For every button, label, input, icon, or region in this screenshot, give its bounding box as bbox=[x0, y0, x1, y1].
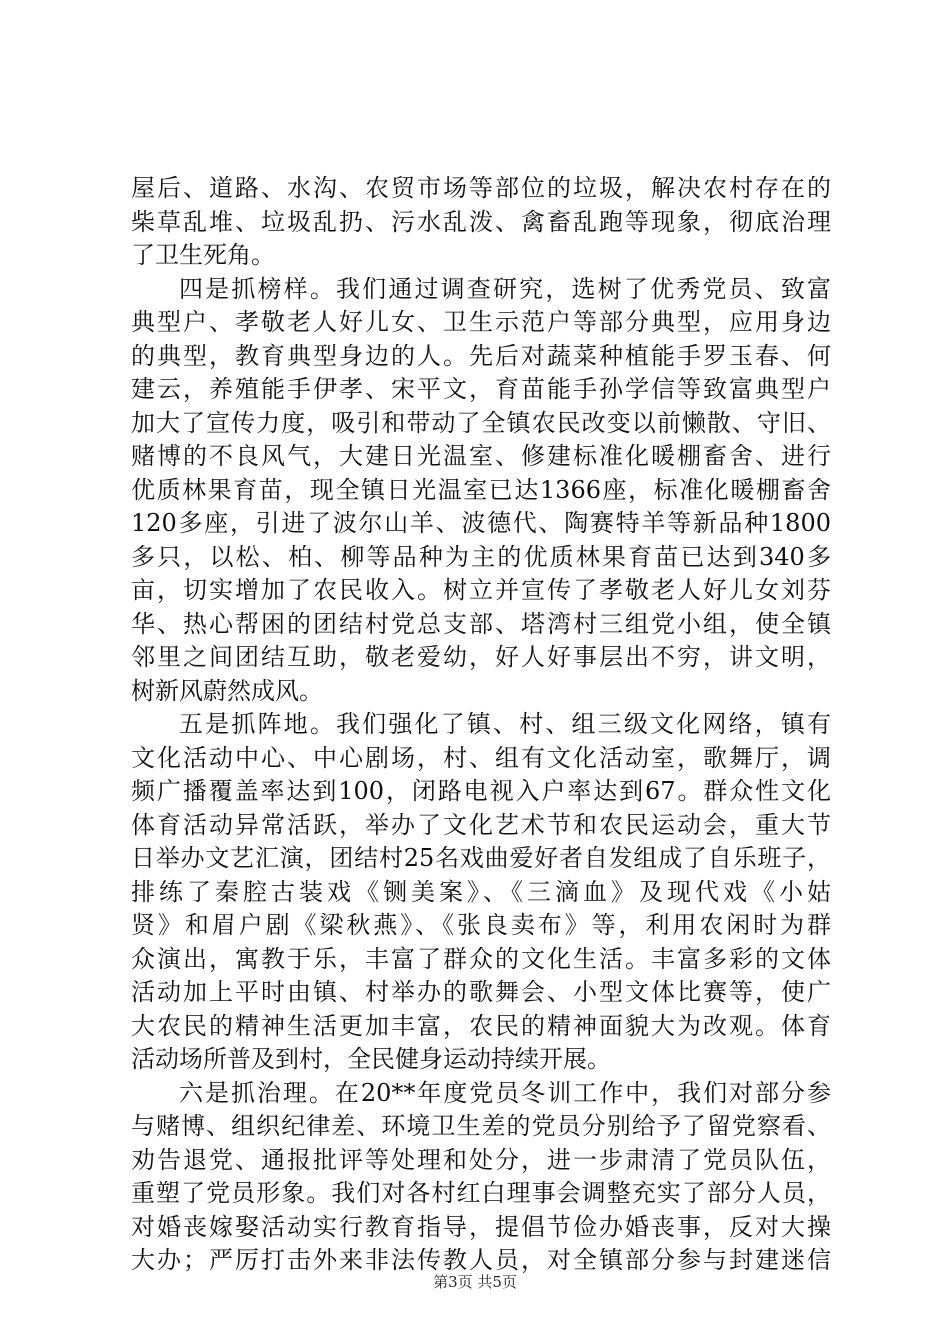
text-line: 劝告退党、通报批评等处理和处分，进一步肃清了党员队伍， bbox=[131, 1145, 831, 1174]
text-line: 大办；严厉打击外来非法传教人员，对全镇部分参与封建迷信 bbox=[131, 1246, 831, 1274]
text-line: 多只，以松、柏、柳等品种为主的优质林果育苗已达到340多 bbox=[131, 542, 831, 571]
text-line: 加大了宣传力度，吸引和带动了全镇农民改变以前懒散、守旧、 bbox=[131, 408, 831, 437]
text-line: 柴草乱堆、垃圾乱扔、污水乱泼、禽畜乱跑等现象，彻底治理 bbox=[131, 207, 831, 236]
text-line: 众演出，寓教于乐，丰富了群众的文化生活。丰富多彩的文体 bbox=[131, 944, 831, 973]
text-line: 120多座，引进了波尔山羊、波德代、陶赛特羊等新品种1800 bbox=[131, 509, 831, 537]
text-line: 屋后、道路、水沟、农贸市场等部位的垃圾，解决农村存在的 bbox=[131, 174, 831, 202]
text-line: 日举办文艺汇演，团结村25名戏曲爱好者自发组成了自乐班子， bbox=[131, 844, 831, 872]
document-body bbox=[131, 172, 831, 1278]
text-line: 建云，养殖能手伊孝、宋平文，育苗能手孙学信等致富典型户 bbox=[131, 375, 831, 403]
text-line: 重塑了党员形象。我们对各村红白理事会调整充实了部分人员， bbox=[131, 1179, 831, 1207]
text-line: 树新风蔚然成风。 bbox=[131, 676, 323, 705]
paragraph-start-line: 六是抓治理。在20**年度党员冬训工作中，我们对部分参 bbox=[179, 1078, 831, 1107]
text-line: 与赌博、组织纪律差、环境卫生差的党员分别给予了留党察看、 bbox=[131, 1112, 831, 1140]
text-line: 排练了秦腔古装戏《铡美案》、《三滴血》及现代戏《小姑 bbox=[131, 877, 831, 906]
text-line: 优质林果育苗，现全镇日光温室已达1366座，标准化暖棚畜舍 bbox=[131, 475, 831, 504]
text-line: 邻里之间团结互助，敬老爱幼，好人好事层出不穷，讲文明， bbox=[131, 643, 831, 671]
text-line: 了卫生死角。 bbox=[131, 241, 275, 269]
paragraph-start-line: 四是抓榜样。我们通过调查研究，选树了优秀党员、致富 bbox=[179, 274, 831, 303]
text-line: 赌博的不良风气，大建日光温室、修建标准化暖棚畜舍、进行 bbox=[131, 442, 831, 470]
text-line: 的典型，教育典型身边的人。先后对蔬菜种植能手罗玉春、何 bbox=[131, 341, 831, 370]
page-footer bbox=[0, 1272, 950, 1292]
text-line: 活动加上平时由镇、村举办的歌舞会、小型文体比赛等，使广 bbox=[131, 978, 831, 1006]
text-line: 文化活动中心、中心剧场，村、组有文化活动室，歌舞厅，调 bbox=[131, 743, 831, 772]
text-line: 华、热心帮困的团结村党总支部、塔湾村三组党小组，使全镇 bbox=[131, 609, 831, 638]
text-line: 典型户、孝敬老人好儿女、卫生示范户等部分典型，应用身边 bbox=[131, 308, 831, 336]
text-line: 对婚丧嫁娶活动实行教育指导，提倡节俭办婚丧事，反对大操 bbox=[131, 1212, 831, 1241]
page-number-label: 第3页 共5页 bbox=[433, 1273, 517, 1291]
paragraph-start-line: 五是抓阵地。我们强化了镇、村、组三级文化网络，镇有 bbox=[179, 710, 831, 738]
text-line: 贤》和眉户剧《梁秋燕》、《张良卖布》等，利用农闲时为群 bbox=[131, 911, 831, 939]
text-line: 活动场所普及到村，全民健身运动持续开展。 bbox=[131, 1045, 611, 1073]
text-line: 体育活动异常活跃，举办了文化艺术节和农民运动会，重大节 bbox=[131, 810, 831, 839]
text-line: 大农民的精神生活更加丰富，农民的精神面貌大为改观。体育 bbox=[131, 1011, 831, 1040]
text-line: 频广播覆盖率达到100，闭路电视入户率达到67。群众性文化 bbox=[131, 777, 831, 805]
text-line: 亩，切实增加了农民收入。树立并宣传了孝敬老人好儿女刘芬 bbox=[131, 576, 831, 604]
